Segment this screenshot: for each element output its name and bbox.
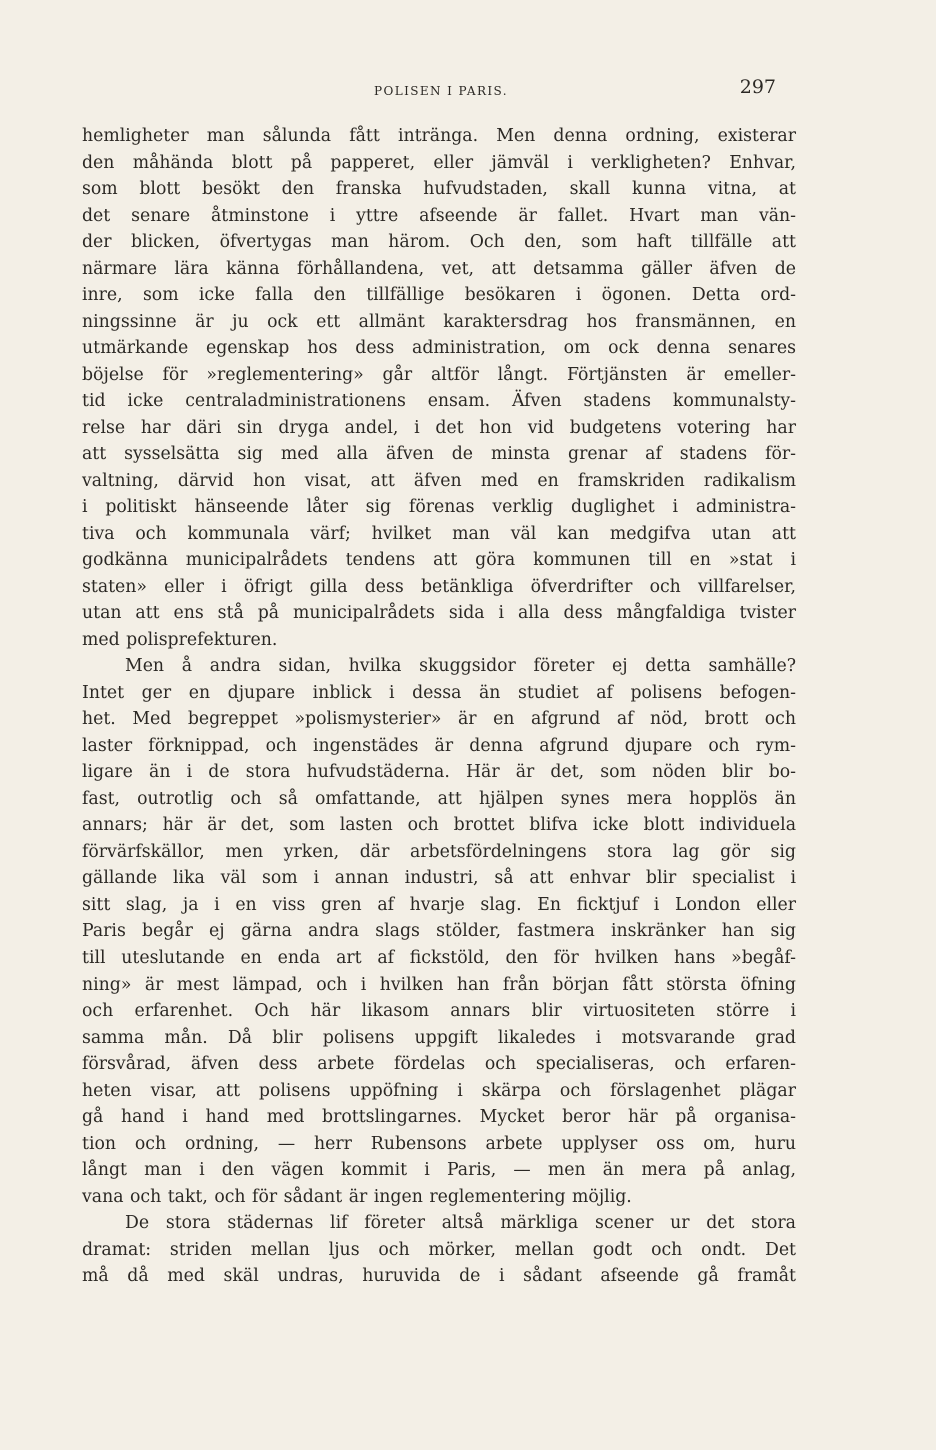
text-line: der blicken, öfvertygas man härom. Och den, som haft tillfälle att xyxy=(82,232,796,253)
text-line: tion och ordning, — herr Rubensons arbete upplyser oss om, huru xyxy=(82,1133,796,1154)
text-line: långt man i den vägen kommit i Paris, — men än mera på anlag, xyxy=(82,1160,796,1181)
text-line: som blott besökt den franska hufvudstaden, skall kunna vitna, at xyxy=(82,179,796,200)
text-line: fast, outrotlig och så omfattande, att hjälpen synes mera hopplös än xyxy=(82,788,796,809)
text-line: att sysselsätta sig med alla äfven de minsta grenar af stadens för- xyxy=(82,444,796,465)
text-line: må då med skäl undras, huruvida de i sådant afseende gå framåt xyxy=(82,1266,796,1287)
text-line: annars; här är det, som lasten och brottet blifva icke blott individuela xyxy=(82,815,796,836)
text-line: utan att ens stå på municipalrådets sida i alla dess mångfaldiga tvister xyxy=(82,603,796,624)
text-line: till uteslutande en enda art af fickstöld, den för hvilken hans »begåf- xyxy=(82,947,796,968)
text-line: närmare lära känna förhållandena, vet, att detsamma gäller äfven de xyxy=(82,258,796,279)
text-line: ningssinne är ju ock ett allmänt karaktersdrag hos fransmännen, en xyxy=(82,311,796,332)
text-line: dramat: striden mellan ljus och mörker, mellan godt och ondt. Det xyxy=(82,1239,796,1260)
text-line: ning» är mest lämpad, och i hvilken han från början fått största öfning xyxy=(82,974,796,995)
text-line: ligare än i de stora hufvudstäderna. Här är det, som nöden blir bo- xyxy=(82,762,796,783)
text-line: inre, som icke falla den tillfällige besökaren i ögonen. Detta ord- xyxy=(82,285,796,306)
text-line: försvårad, äfven dess arbete fördelas och specialiseras, och erfaren- xyxy=(82,1054,796,1075)
text-line: het. Med begreppet »polismysterier» är en afgrund af nöd, brott och xyxy=(82,709,796,730)
text-line: gällande lika väl som i annan industri, så att enhvar blir specialist i xyxy=(82,868,796,889)
running-title: POLISEN I PARIS. xyxy=(374,84,508,98)
text-line: den måhända blott på papperet, eller jämväl i verkligheten? Enhvar, xyxy=(82,152,796,173)
text-line: böjelse för »reglementering» går altför långt. Förtjänsten är emeller- xyxy=(82,364,796,385)
text-line: laster förknippad, och ingenstädes är denna afgrund djupare och rym- xyxy=(82,735,796,756)
text-line: och erfarenhet. Och här likasom annars blir virtuositeten större i xyxy=(82,1001,796,1022)
text-line: relse har däri sin dryga andel, i det hon vid budgetens votering har xyxy=(82,417,796,438)
text-line: det senare åtminstone i yttre afseende är fallet. Hvart man vän- xyxy=(82,205,796,226)
paragraph-start-line: De stora städernas lif företer altså märkliga scener ur det stora xyxy=(125,1213,796,1234)
text-line: Intet ger en djupare inblick i dessa än studiet af polisens befogen- xyxy=(82,682,796,703)
text-line: godkänna municipalrådets tendens att göra kommunen till en »stat i xyxy=(82,550,796,571)
text-line: sitt slag, ja i en viss gren af hvarje slag. En ficktjuf i London eller xyxy=(82,894,796,915)
text-line: i politiskt hänseende låter sig förenas verklig duglighet i administra- xyxy=(82,497,796,518)
text-line: Paris begår ej gärna andra slags stölder, fastmera inskränker han sig xyxy=(82,921,796,942)
text-line: förvärfskällor, men yrken, där arbetsfördelningens stora lag gör sig xyxy=(82,841,796,862)
text-line: heten visar, att polisens uppöfning i skärpa och förslagenhet plägar xyxy=(82,1080,796,1101)
page-number: 297 xyxy=(739,76,776,98)
body-text xyxy=(82,123,796,1290)
paragraph-start-line: Men å andra sidan, hvilka skuggsidor företer ej detta samhälle? xyxy=(125,656,796,677)
text-line: hemligheter man sålunda fått intränga. Men denna ordning, existerar xyxy=(82,126,796,146)
text-line: staten» eller i öfrigt gilla dess betänkliga öfverdrifter och villfarelser, xyxy=(82,576,796,597)
running-head xyxy=(82,76,800,106)
paragraph-end-line: vana och takt, och för sådant är ingen reglementering möjlig. xyxy=(82,1186,632,1207)
text-line: samma mån. Då blir polisens uppgift likaledes i motsvarande grad xyxy=(82,1027,796,1048)
text-line: tid icke centraladministrationens ensam. Äfven stadens kommunalsty- xyxy=(82,391,796,412)
paragraph-end-line: med polisprefekturen. xyxy=(82,629,278,650)
text-line: valtning, därvid hon visat, att äfven med en framskriden radikalism xyxy=(82,470,796,491)
text-line: utmärkande egenskap hos dess administration, om ock denna senares xyxy=(82,338,796,359)
text-line: tiva och kommunala värf; hvilket man väl kan medgifva utan att xyxy=(82,523,796,544)
text-line: gå hand i hand med brottslingarnes. Mycket beror här på organisa- xyxy=(82,1107,796,1128)
